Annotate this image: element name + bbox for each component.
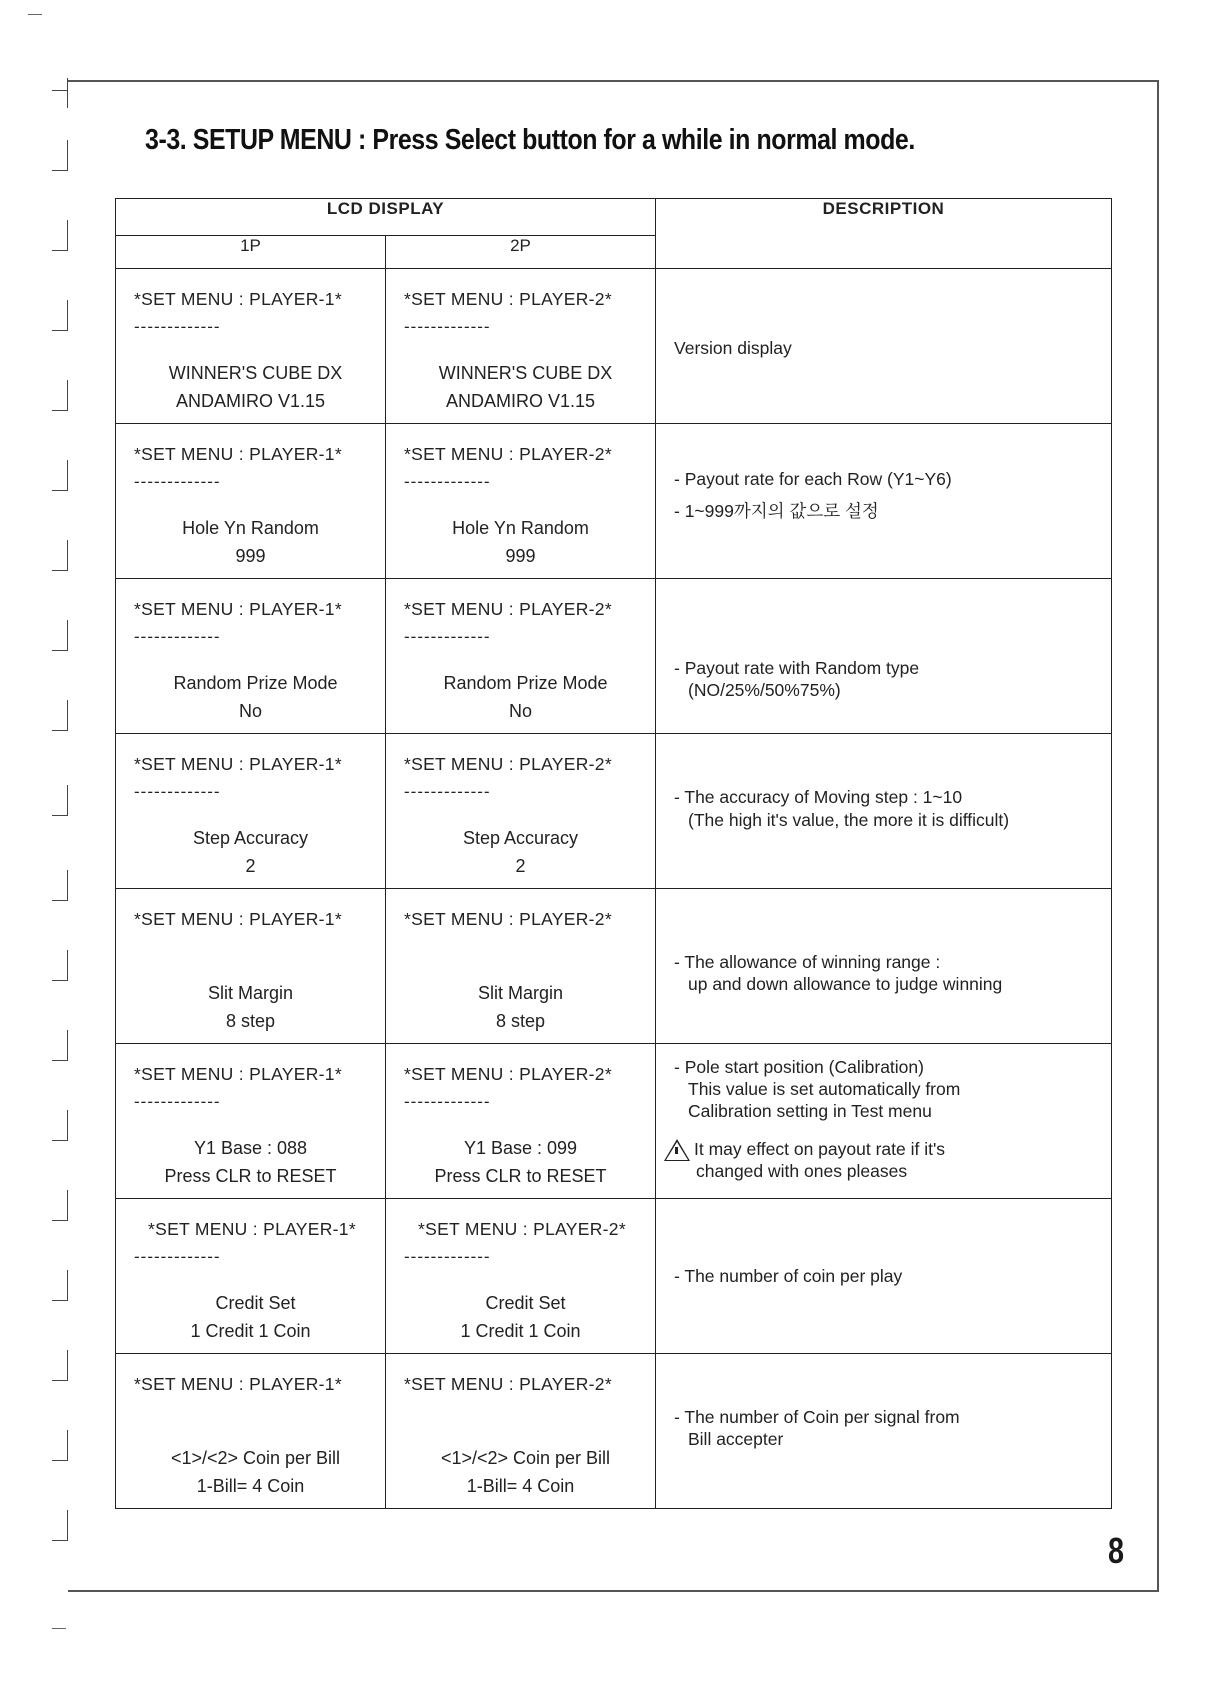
lcd-menu-header: *SET MENU : PLAYER-1*: [134, 909, 342, 929]
lcd-line1: Y1 Base : 088: [193, 1138, 308, 1158]
lcd-line1: WINNER'S CUBE DX: [168, 363, 343, 383]
page-frame-right: [1157, 80, 1159, 1592]
description-cell: [656, 579, 1112, 734]
description-line: It may effect on payout rate if it's: [694, 1139, 946, 1159]
lcd-menu-header: *SET MENU : PLAYER-2*: [404, 289, 612, 309]
setup-menu-table: [115, 198, 1112, 1509]
lcd-menu-header: *SET MENU : PLAYER-1*: [148, 1219, 356, 1239]
table-row: [116, 1199, 1112, 1354]
margin-mark: [67, 1190, 68, 1220]
lcd-cell-p2: [386, 889, 656, 1044]
margin-mark: [67, 1510, 68, 1540]
lcd-line1: Credit Set: [485, 1293, 566, 1313]
lcd-menu-header: *SET MENU : PLAYER-1*: [134, 1374, 342, 1394]
margin-mark: [52, 815, 68, 816]
player1-header: 1P: [116, 236, 386, 269]
margin-mark: [67, 620, 68, 650]
lcd-menu-header: *SET MENU : PLAYER-2*: [404, 1374, 612, 1394]
description-line: - 1~999까지의 값으로 설정: [674, 501, 879, 521]
page-number: 8: [1108, 1530, 1125, 1571]
description-line: - The accuracy of Moving step : 1~10: [674, 787, 963, 807]
lcd-dashes: -------------: [134, 1247, 221, 1266]
lcd-line2: 1 Credit 1 Coin: [190, 1321, 311, 1341]
lcd-line1: Random Prize Mode: [443, 673, 608, 693]
lcd-dashes: -------------: [134, 782, 221, 801]
description-line: Version display: [674, 338, 792, 358]
description-cell: [656, 734, 1112, 889]
lcd-line1: Random Prize Mode: [173, 673, 338, 693]
margin-mark: [52, 570, 68, 571]
margin-mark: [52, 650, 68, 651]
margin-mark: [52, 410, 68, 411]
margin-mark: [52, 1140, 68, 1141]
lcd-line2: 1-Bill= 4 Coin: [196, 1476, 305, 1496]
lcd-menu-header: *SET MENU : PLAYER-2*: [404, 909, 612, 929]
lcd-line1: Credit Set: [215, 1293, 296, 1313]
description-line: up and down allowance to judge winning: [688, 974, 1003, 994]
margin-mark: [52, 330, 68, 331]
lcd-line1: Hole Yn Random: [452, 518, 589, 538]
table-row: [116, 889, 1112, 1044]
lcd-cell-p1: [116, 1199, 386, 1354]
lcd-cell-p2: [386, 424, 656, 579]
margin-mark: [67, 950, 68, 980]
lcd-dashes: -------------: [404, 472, 491, 491]
margin-mark: [52, 900, 68, 901]
lcd-line2: 2: [515, 856, 526, 876]
lcd-dashes: -------------: [404, 627, 491, 646]
description-line: - Pole start position (Calibration): [674, 1057, 924, 1077]
table-row: [116, 269, 1112, 424]
margin-mark: [52, 1540, 68, 1541]
margin-mark: [67, 540, 68, 570]
margin-mark: [52, 1060, 68, 1061]
lcd-dashes: -------------: [134, 1092, 221, 1111]
table-row: [116, 1044, 1112, 1199]
section-title: 3-3. SETUP MENU : Press Select button for a while in normal mode.: [145, 124, 915, 156]
lcd-menu-header: *SET MENU : PLAYER-2*: [404, 1064, 612, 1084]
lcd-dashes: -------------: [404, 1092, 491, 1111]
warning-icon: [664, 1139, 690, 1161]
lcd-line1: Slit Margin: [477, 983, 564, 1003]
margin-mark: [52, 1460, 68, 1461]
margin-mark: [52, 730, 68, 731]
lcd-cell-p2: [386, 269, 656, 424]
margin-mark: [67, 140, 68, 170]
margin-mark: [67, 1110, 68, 1140]
lcd-dashes: -------------: [134, 317, 221, 336]
lcd-cell-p1: [116, 579, 386, 734]
lcd-line1: Hole Yn Random: [182, 518, 319, 538]
lcd-dashes: -------------: [404, 317, 491, 336]
lcd-cell-p2: [386, 1199, 656, 1354]
margin-mark: [52, 1300, 68, 1301]
description-line: This value is set automatically from: [688, 1079, 961, 1099]
lcd-line1: Step Accuracy: [462, 828, 579, 848]
lcd-dashes: -------------: [404, 1247, 491, 1266]
table-row: [116, 424, 1112, 579]
margin-mark: [67, 460, 68, 490]
lcd-line2: 999: [505, 546, 536, 566]
lcd-cell-p1: [116, 1354, 386, 1509]
margin-mark: [67, 700, 68, 730]
margin-mark: [67, 1430, 68, 1460]
description-cell: [656, 424, 1112, 579]
lcd-menu-header: *SET MENU : PLAYER-2*: [404, 444, 612, 464]
description-line: - The allowance of winning range :: [674, 952, 941, 972]
lcd-menu-header: *SET MENU : PLAYER-1*: [134, 444, 342, 464]
lcd-line2: Press CLR to RESET: [434, 1166, 607, 1186]
margin-mark: [67, 1270, 68, 1300]
description-header: DESCRIPTION: [656, 199, 1112, 269]
margin-mark: [67, 1030, 68, 1060]
lcd-cell-p1: [116, 269, 386, 424]
description-line: Calibration setting in Test menu: [688, 1101, 932, 1121]
lcd-line2: 999: [235, 546, 266, 566]
lcd-cell-p2: [386, 579, 656, 734]
description-cell: [656, 1354, 1112, 1509]
lcd-menu-header: *SET MENU : PLAYER-2*: [418, 1219, 626, 1239]
margin-mark: [52, 980, 68, 981]
lcd-line1: Y1 Base : 099: [463, 1138, 578, 1158]
lcd-line2: 2: [245, 856, 256, 876]
margin-mark: [67, 870, 68, 900]
lcd-line2: ANDAMIRO V1.15: [445, 391, 596, 411]
description-cell: [656, 889, 1112, 1044]
page-frame-top: [68, 80, 1158, 82]
lcd-menu-header: *SET MENU : PLAYER-1*: [134, 599, 342, 619]
margin-mark: [52, 1380, 68, 1381]
lcd-line1: WINNER'S CUBE DX: [438, 363, 613, 383]
margin-mark: [28, 14, 42, 15]
player2-header: 2P: [386, 236, 656, 269]
margin-mark: [52, 90, 68, 91]
lcd-dashes: -------------: [134, 627, 221, 646]
margin-mark: [67, 220, 68, 250]
lcd-menu-header: *SET MENU : PLAYER-1*: [134, 1064, 342, 1084]
lcd-menu-header: *SET MENU : PLAYER-2*: [404, 599, 612, 619]
margin-mark: [67, 380, 68, 410]
warning-line: [664, 1138, 945, 1161]
margin-mark: [52, 250, 68, 251]
lcd-line1: Step Accuracy: [192, 828, 309, 848]
table-row: [116, 1354, 1112, 1509]
lcd-display-header: LCD DISPLAY: [116, 199, 656, 236]
lcd-line2: No: [508, 701, 532, 721]
lcd-line2: 8 step: [495, 1011, 546, 1031]
description-line: - The number of Coin per signal from: [674, 1407, 960, 1427]
description-cell: [656, 1044, 1112, 1199]
margin-mark: [67, 300, 68, 330]
lcd-dashes: -------------: [404, 782, 491, 801]
table-row: [116, 734, 1112, 889]
margin-mark: [67, 78, 68, 108]
lcd-dashes: -------------: [134, 472, 221, 491]
margin-mark: [67, 1350, 68, 1380]
lcd-line2: 8 step: [225, 1011, 276, 1031]
description-line: - Payout rate with Random type: [674, 658, 920, 678]
description-cell: [656, 269, 1112, 424]
margin-mark: [52, 490, 68, 491]
lcd-line1: <1>/<2> Coin per Bill: [440, 1448, 611, 1468]
description-line: Bill accepter: [688, 1429, 784, 1449]
lcd-cell-p1: [116, 734, 386, 889]
lcd-menu-header: *SET MENU : PLAYER-1*: [134, 754, 342, 774]
margin-mark: [67, 785, 68, 815]
lcd-cell-p1: [116, 424, 386, 579]
lcd-cell-p1: [116, 1044, 386, 1199]
description-line: (NO/25%/50%75%): [688, 680, 841, 700]
lcd-line2: Press CLR to RESET: [164, 1166, 337, 1186]
lcd-cell-p1: [116, 889, 386, 1044]
lcd-menu-header: *SET MENU : PLAYER-1*: [134, 289, 342, 309]
description-cell: [656, 1199, 1112, 1354]
margin-mark: [52, 170, 68, 171]
lcd-line2: No: [238, 701, 262, 721]
lcd-line2: 1 Credit 1 Coin: [460, 1321, 581, 1341]
lcd-cell-p2: [386, 1044, 656, 1199]
lcd-line1: <1>/<2> Coin per Bill: [170, 1448, 341, 1468]
lcd-menu-header: *SET MENU : PLAYER-2*: [404, 754, 612, 774]
lcd-line1: Slit Margin: [207, 983, 294, 1003]
description-line: changed with ones pleases: [696, 1161, 908, 1181]
lcd-line2: 1-Bill= 4 Coin: [466, 1476, 575, 1496]
lcd-cell-p2: [386, 1354, 656, 1509]
margin-mark: [52, 1220, 68, 1221]
description-line: - Payout rate for each Row (Y1~Y6): [674, 469, 952, 489]
lcd-cell-p2: [386, 734, 656, 889]
description-line: (The high it's value, the more it is difficult): [688, 810, 1010, 830]
lcd-line2: ANDAMIRO V1.15: [175, 391, 326, 411]
description-line: - The number of coin per play: [674, 1266, 903, 1286]
table-row: [116, 579, 1112, 734]
page-frame-bottom: [68, 1590, 1158, 1592]
margin-mark: [52, 1628, 66, 1629]
